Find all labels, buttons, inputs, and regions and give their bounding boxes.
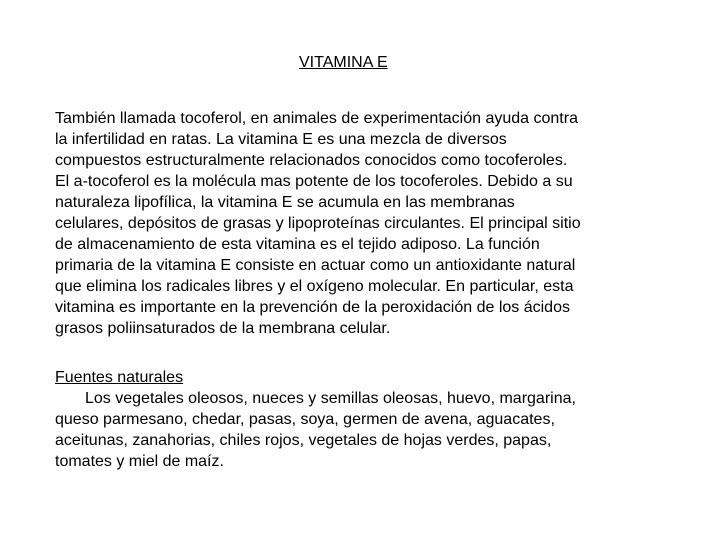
intro-line: vitamina es importante en la prevención de la peroxidación de los ácidos <box>55 299 570 316</box>
intro-line: la infertilidad en ratas. La vitamina E es una mezcla de diversos <box>55 131 507 148</box>
intro-line: compuestos estructuralmente relacionados conocidos como tocoferoles. <box>55 152 568 169</box>
sources-line <box>55 388 655 409</box>
intro-line: primaria de la vitamina E consiste en actuar como un antioxidante natural <box>55 257 576 274</box>
sources-line-text: Los vegetales oleosos, nueces y semillas oleosas, huevo, margarina, <box>85 390 576 407</box>
page-title: VITAMINA E <box>299 54 388 71</box>
intro-line: También llamada tocoferol, en animales de experimentación ayuda contra <box>55 110 578 127</box>
intro-line: celulares, depósitos de grasas y lipoproteínas circulantes. El principal sitio <box>55 215 581 232</box>
intro-paragraph <box>55 108 655 339</box>
intro-line: El a-tocoferol es la molécula mas potente de los tocoferoles. Debido a su <box>55 173 573 190</box>
sources-line: tomates y miel de maíz. <box>55 453 224 470</box>
sources-heading: Fuentes naturales <box>55 369 184 386</box>
intro-line: que elimina los radicales libres y el oxígeno molecular. En particular, esta <box>55 278 574 295</box>
sources-section <box>55 367 655 472</box>
sources-line: aceitunas, zanahorias, chiles rojos, vegetales de hojas verdes, papas, <box>55 432 552 449</box>
intro-line: grasos poliinsaturados de la membrana celular. <box>55 320 391 337</box>
intro-line: de almacenamiento de esta vitamina es el tejido adiposo. La función <box>55 236 540 253</box>
intro-line: naturaleza lipofílica, la vitamina E se acumula en las membranas <box>55 194 515 211</box>
sources-line: queso parmesano, chedar, pasas, soya, germen de avena, aguacates, <box>55 411 555 428</box>
